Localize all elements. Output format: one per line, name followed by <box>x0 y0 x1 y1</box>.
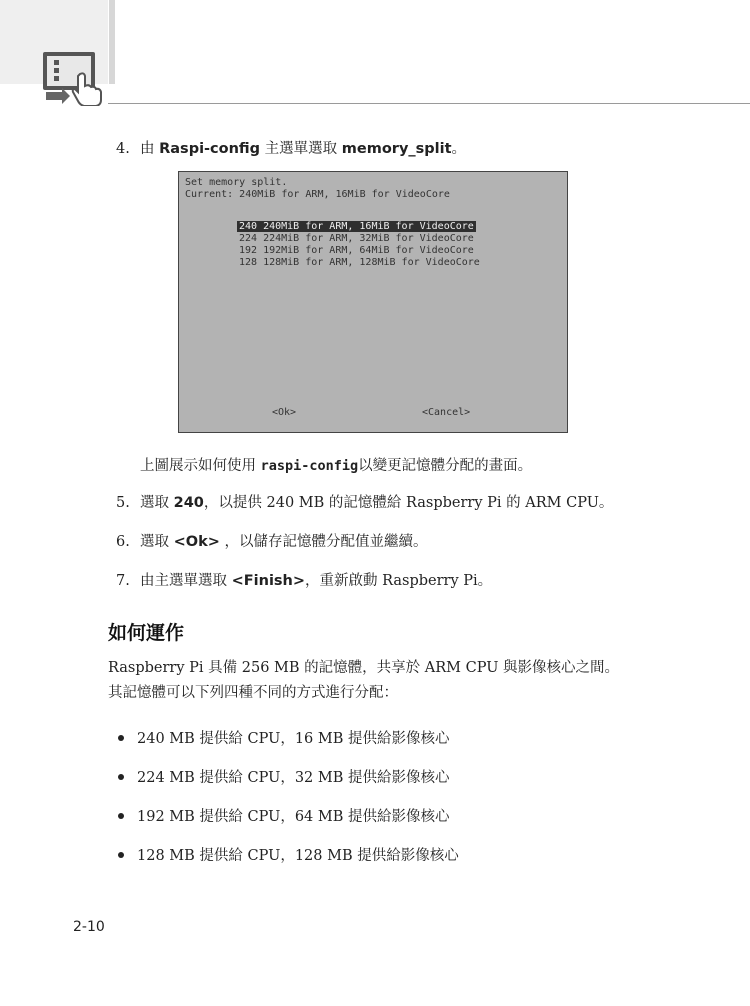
step-number: 5. <box>116 495 130 511</box>
paragraph-line-1: Raspberry Pi 具備 256 MB 的記憶體，共享於 ARM CPU 與影像核心之間。 <box>108 660 620 676</box>
bullet-icon <box>118 735 124 741</box>
bold-term: <Finish> <box>231 573 306 589</box>
bullet-icon <box>118 813 124 819</box>
text: 上圖展示如何使用 <box>140 458 261 474</box>
text: ，以提供 240 MB 的記憶體給 Raspberry Pi 的 ARM CPU。 <box>203 495 614 511</box>
step-6 <box>116 532 536 552</box>
bullet-icon <box>118 852 124 858</box>
selected-option: 240 240MiB for ARM, 16MiB for VideoCore <box>239 221 474 232</box>
step-text <box>140 571 492 591</box>
list-item <box>118 766 450 787</box>
step-number: 7. <box>116 573 130 589</box>
step-number: 6. <box>116 534 130 550</box>
list-item <box>118 844 459 865</box>
bold-term: <Ok> <box>173 534 220 550</box>
paragraph-line-2: 其記憶體可以下列四種不同的方式進行分配： <box>108 685 398 701</box>
list-item <box>118 805 450 826</box>
text: 選取 <box>140 534 174 550</box>
ok-button[interactable]: <Ok> <box>272 407 297 418</box>
list-item-text: 240 MB 提供給 CPU，16 MB 提供給影像核心 <box>137 731 450 747</box>
bullet-icon <box>118 774 124 780</box>
raspi-config-screenshot <box>178 171 568 433</box>
text: 主選單選取 <box>260 141 342 157</box>
cancel-button[interactable]: <Cancel> <box>422 407 471 418</box>
gutter-divider <box>109 0 115 84</box>
text: 由 <box>140 141 160 157</box>
text: 由主選單選取 <box>140 573 232 589</box>
list-item <box>118 727 450 748</box>
memory-option-192[interactable]: 192 192MiB for ARM, 64MiB for VideoCore <box>239 245 474 256</box>
figure-caption <box>140 456 620 476</box>
dialog-current: Current: 240MiB for ARM, 16MiB for VideoCore <box>185 189 450 200</box>
step-5 <box>116 493 636 513</box>
touch-screen-icon <box>40 50 106 106</box>
text: 。 <box>451 141 467 157</box>
text: 以變更記憶體分配的畫面。 <box>358 458 533 474</box>
memory-option-128[interactable]: 128 128MiB for ARM, 128MiB for VideoCore <box>239 257 480 268</box>
section-title: 如何運作 <box>108 622 185 644</box>
dialog-prompt: Set memory split. <box>185 177 288 188</box>
list-item-text: 192 MB 提供給 CPU，64 MB 提供給影像核心 <box>137 809 450 825</box>
text: 選取 <box>140 495 174 511</box>
step-text <box>140 532 428 552</box>
code-term: raspi-config <box>260 458 359 474</box>
bold-term: memory_split <box>341 141 452 157</box>
step-text <box>140 139 466 159</box>
list-item-text: 224 MB 提供給 CPU，32 MB 提供給影像核心 <box>137 770 450 786</box>
list-item-text: 128 MB 提供給 CPU，128 MB 提供給影像核心 <box>137 848 459 864</box>
memory-option-240[interactable] <box>237 221 476 232</box>
header-rule <box>108 103 750 104</box>
step-number: 4. <box>116 141 130 157</box>
step-text <box>140 493 613 513</box>
step-4 <box>116 139 616 159</box>
text: ，以儲存記憶體分配值並繼續。 <box>224 534 428 550</box>
text: ，重新啟動 Raspberry Pi。 <box>305 573 493 589</box>
memory-option-224[interactable]: 224 224MiB for ARM, 32MiB for VideoCore <box>239 233 474 244</box>
bold-term: 240 <box>173 495 204 511</box>
page-number: 2-10 <box>73 919 105 935</box>
bold-term: Raspi-config <box>159 141 261 157</box>
step-7 <box>116 571 536 591</box>
